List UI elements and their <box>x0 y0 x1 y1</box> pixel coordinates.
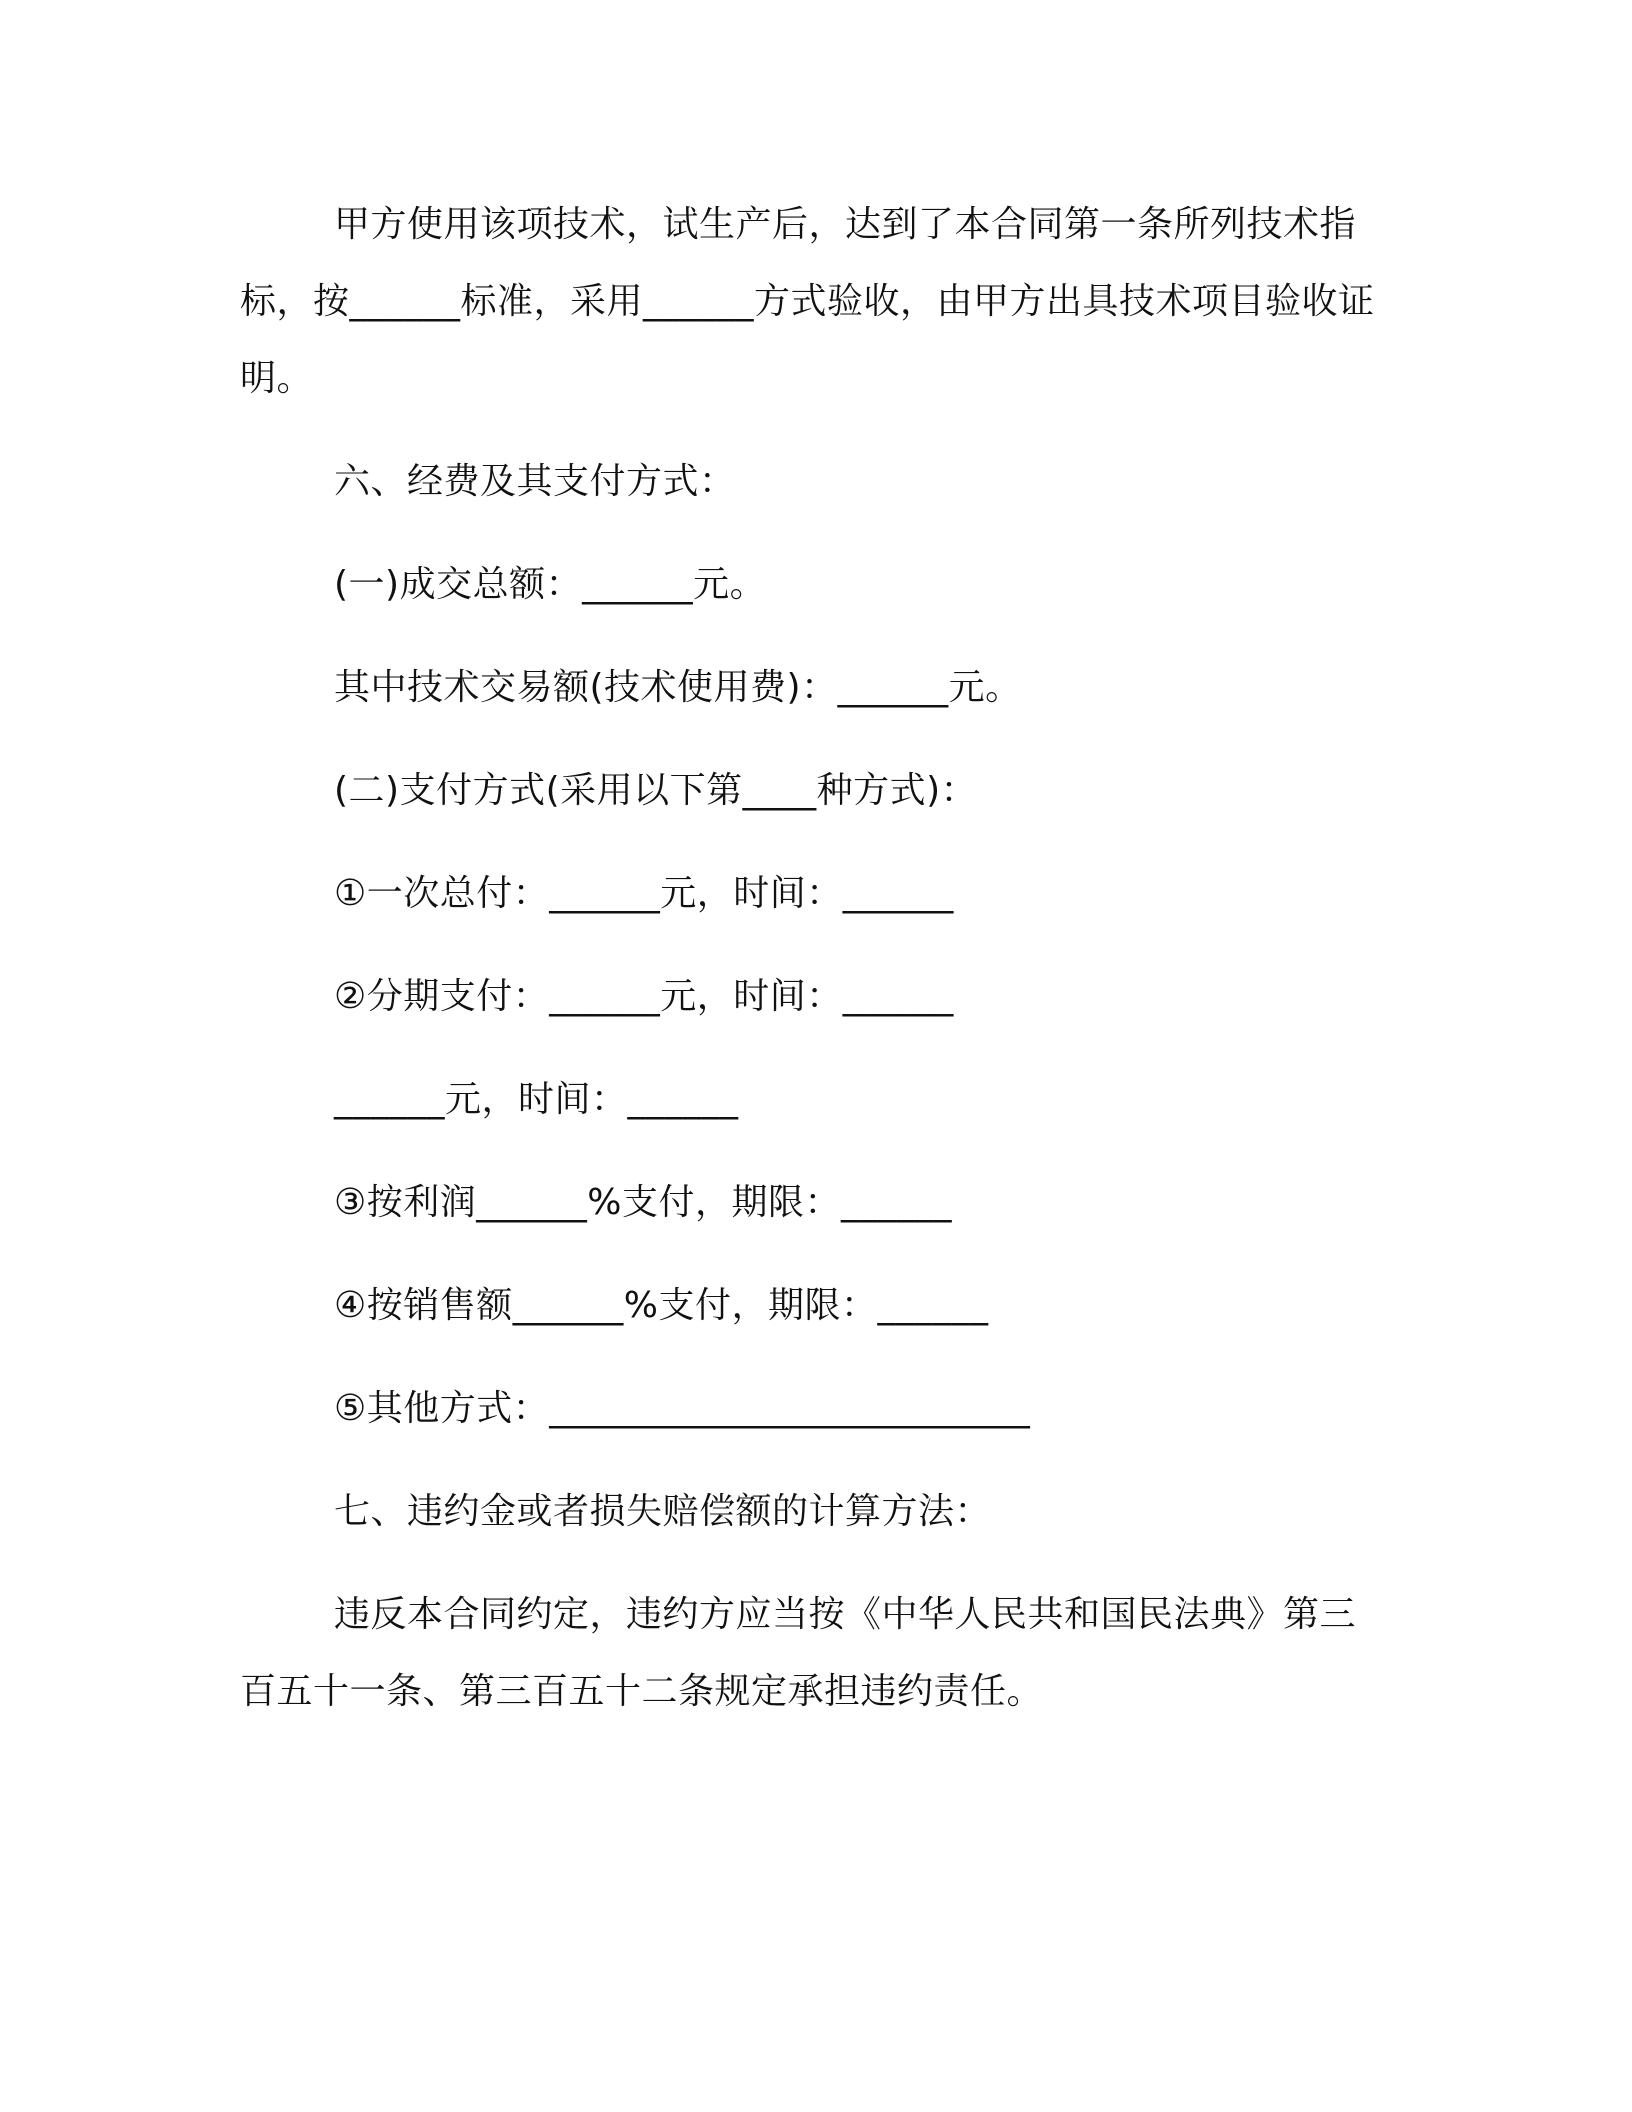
payment-option-sales: ④按销售额______%支付，期限：______ <box>334 1285 989 1326</box>
payment-option-profit: ③按利润______%支付，期限：______ <box>334 1182 952 1223</box>
section-heading-penalty: 七、违约金或者损失赔偿额的计算方法： <box>334 1491 992 1532</box>
paragraph-payment-method: (二)支付方式(采用以下第____种方式)： <box>334 770 978 811</box>
paragraph-tech-fee: 其中技术交易额(技术使用费)：______元。 <box>334 667 1022 708</box>
payment-option-installment: ②分期支付：______元，时间：______ <box>334 976 954 1017</box>
paragraph-total-amount: (一)成交总额：______元。 <box>334 564 767 605</box>
payment-option-other: ⑤其他方式：__________________________ <box>334 1388 1031 1429</box>
payment-option-lump-sum: ①一次总付：______元，时间：______ <box>334 873 954 914</box>
paragraph-acceptance: 甲方使用该项技术，试生产后，达到了本合同第一条所列技术指标，按______标准，采用______方式验收，由甲方出具技术项目验收证明。 <box>240 204 1375 399</box>
paragraph-liability: 违反本合同约定，违约方应当按《中华人民共和国民法典》第三百五十一条、第三百五十二条规定承担违约责任。 <box>240 1594 1357 1712</box>
payment-option-installment-continued: ______元，时间：______ <box>334 1079 739 1120</box>
section-heading-fees: 六、经费及其支付方式： <box>334 461 736 502</box>
document-body <box>240 186 1390 1730</box>
